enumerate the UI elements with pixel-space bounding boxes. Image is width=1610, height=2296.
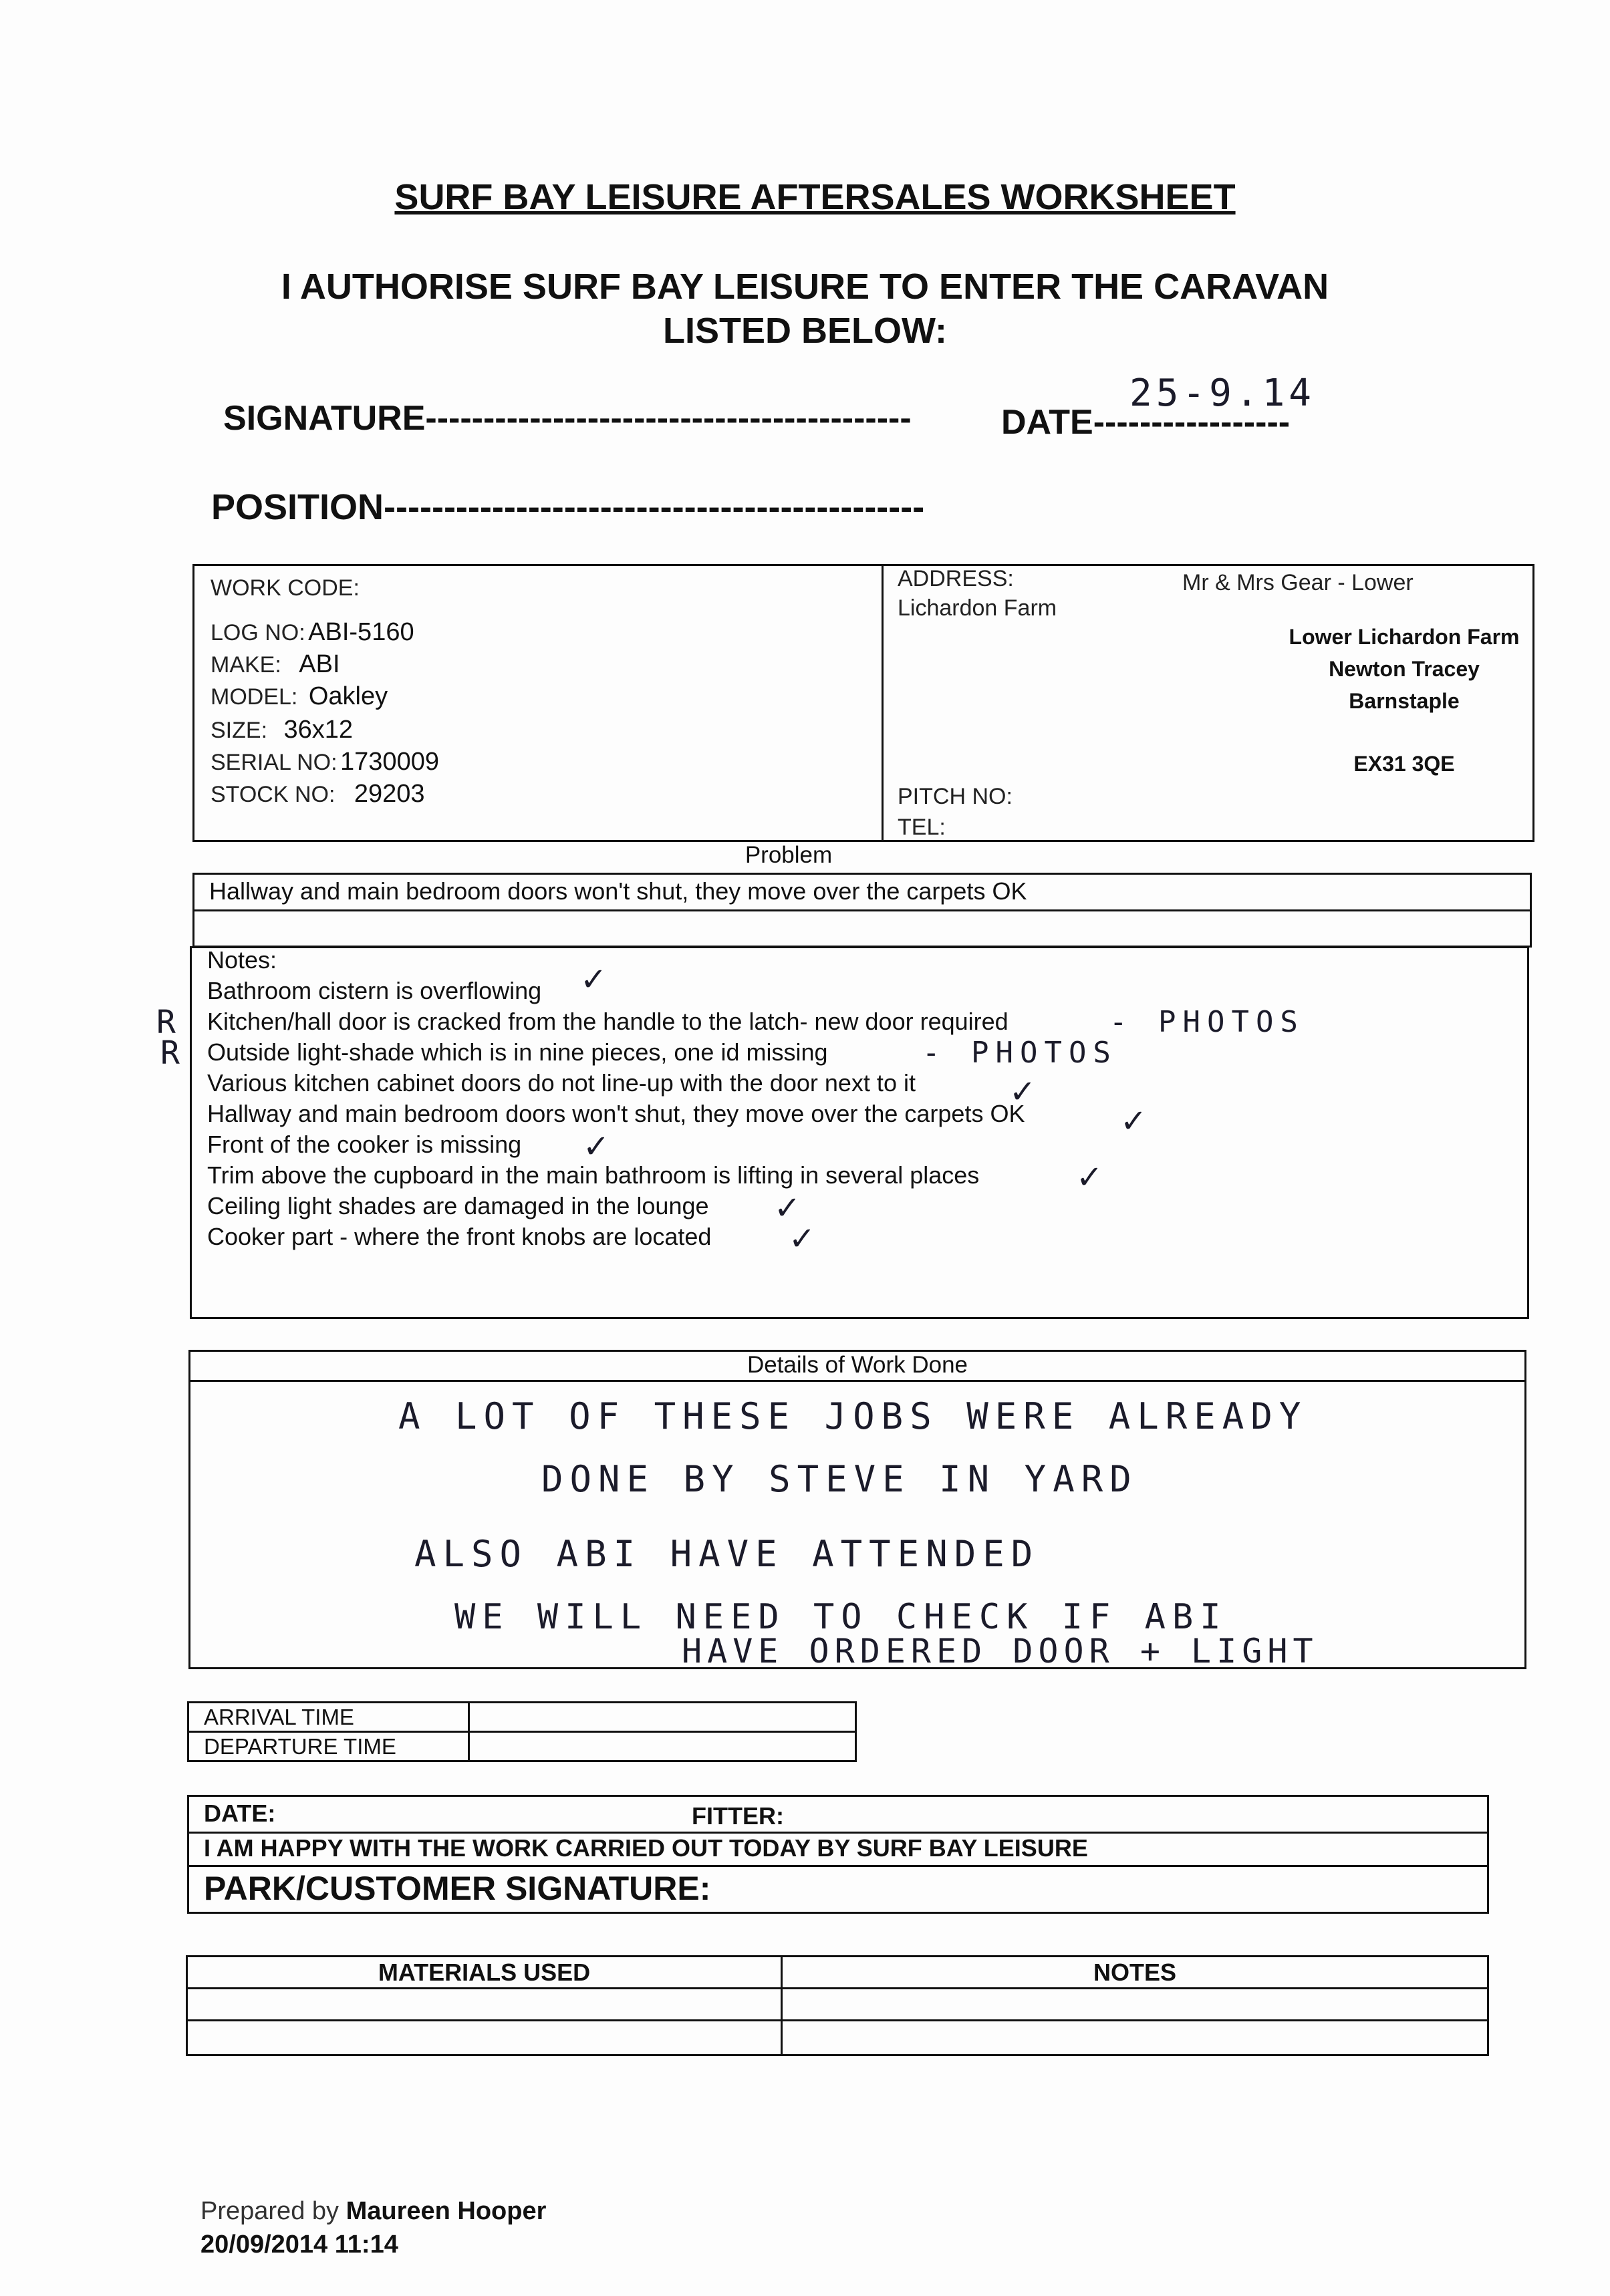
- departure-time-label: DEPARTURE TIME: [188, 1732, 469, 1761]
- serial-no-row: [211, 748, 439, 776]
- signoff-fitter-label: FITTER:: [692, 1802, 784, 1830]
- problem-text: Hallway and main bedroom doors won't shut, they move over the carpets OK: [209, 877, 1027, 905]
- make-label: MAKE:: [211, 652, 281, 678]
- note-item-9: Cooker part - where the front knobs are located: [207, 1223, 712, 1250]
- note-item-6: Front of the cooker is missing: [207, 1131, 522, 1158]
- note-item-8: Ceiling light shades are damaged in the lounge: [207, 1192, 709, 1219]
- work-done-line-3: ALSO ABI HAVE ATTENDED: [414, 1533, 1040, 1575]
- address-line-3: Barnstaple: [1349, 689, 1460, 713]
- note-item-3: Outside light-shade which is in nine pieces, one id missing: [207, 1038, 828, 1066]
- arrival-time-field[interactable]: [469, 1703, 856, 1732]
- model-label: MODEL:: [211, 684, 298, 710]
- notes-cell[interactable]: [782, 2021, 1488, 2055]
- work-done-line-2: DONE BY STEVE IN YARD: [541, 1458, 1138, 1500]
- note-item-7: Trim above the cupboard in the main bathroom is lifting in several places: [207, 1161, 980, 1189]
- log-no-label: LOG NO:: [211, 620, 305, 645]
- check-mark-icon: ✓: [580, 961, 608, 998]
- check-mark-icon: ✓: [1076, 1159, 1103, 1196]
- log-no-value: ABI-5160: [308, 618, 414, 646]
- signoff-box: [187, 1795, 1489, 1914]
- arrival-time-label: ARRIVAL TIME: [188, 1703, 469, 1732]
- problem-divider: [194, 909, 1530, 911]
- note-item-2: Kitchen/hall door is cracked from the handle to the latch- new door required: [207, 1008, 1009, 1035]
- worksheet-title: SURF BAY LEISURE AFTERSALES WORKSHEET: [394, 177, 1236, 217]
- tel-label: TEL:: [898, 815, 946, 840]
- position-line[interactable]: POSITION---------------------------------------------: [211, 487, 925, 527]
- work-done-line-5: HAVE ORDERED DOOR + LIGHT: [682, 1632, 1319, 1671]
- customer-signature-label[interactable]: PARK/CUSTOMER SIGNATURE:: [204, 1870, 711, 1907]
- make-row: [211, 650, 340, 679]
- log-no-row: [211, 618, 414, 647]
- address-line-2: Newton Tracey: [1329, 657, 1480, 681]
- signoff-divider-2: [189, 1865, 1487, 1867]
- size-row: [211, 716, 353, 744]
- check-mark-icon: ✓: [774, 1189, 801, 1227]
- note-item-1: Bathroom cistern is overflowing: [207, 977, 542, 1004]
- notes-cell[interactable]: [782, 1989, 1488, 2021]
- serial-no-value: 1730009: [340, 748, 439, 776]
- signoff-date-label: DATE:: [204, 1800, 276, 1827]
- notes-label: Notes:: [207, 946, 277, 974]
- notes-header: NOTES: [782, 1957, 1488, 1989]
- signoff-divider-1: [189, 1832, 1487, 1834]
- check-mark-icon: ✓: [1009, 1073, 1037, 1111]
- photos-annotation-1: - PHOTOS: [1109, 1005, 1305, 1039]
- box-divider: [882, 566, 884, 840]
- prepared-timestamp: 20/09/2014 11:14: [200, 2231, 398, 2259]
- unit-details-box: [192, 564, 1534, 842]
- address-postcode: EX31 3QE: [1353, 752, 1455, 776]
- address-name-line: Mr & Mrs Gear - Lower: [1182, 570, 1414, 595]
- work-done-line-1: A LOT OF THESE JOBS WERE ALREADY: [398, 1395, 1308, 1437]
- materials-table: [186, 1955, 1489, 2056]
- authorise-line-2: LISTED BELOW:: [663, 311, 947, 351]
- signature-line[interactable]: SIGNATURE------------------------------------------: [223, 399, 912, 438]
- date-line[interactable]: DATE-----------------: [1001, 403, 1291, 442]
- stock-no-value: 29203: [354, 780, 425, 808]
- prepared-by: [200, 2197, 546, 2226]
- work-code-label: WORK CODE:: [211, 575, 360, 601]
- problem-heading: Problem: [745, 842, 833, 868]
- check-mark-icon: ✓: [789, 1220, 816, 1258]
- materials-cell[interactable]: [187, 1989, 782, 2021]
- prepared-by-name: Maureen Hooper: [346, 2197, 547, 2225]
- check-mark-icon: ✓: [583, 1128, 610, 1165]
- problem-box: [192, 873, 1532, 948]
- prepared-by-label: Prepared by: [200, 2197, 340, 2225]
- pitch-no-label: PITCH NO:: [898, 784, 1013, 809]
- address-label: ADDRESS:: [898, 566, 1014, 591]
- date-handwritten: 25-9.14: [1129, 372, 1316, 415]
- happy-statement: I AM HAPPY WITH THE WORK CARRIED OUT TODAY BY SURF BAY LEISURE: [204, 1834, 1088, 1862]
- note-item-4: Various kitchen cabinet doors do not line-up with the door next to it: [207, 1069, 916, 1097]
- margin-mark-2: R: [160, 1034, 180, 1072]
- stock-no-label: STOCK NO:: [211, 782, 336, 807]
- work-done-divider: [190, 1380, 1524, 1382]
- address-name-line-2: Lichardon Farm: [898, 595, 1057, 621]
- times-table: [187, 1701, 857, 1762]
- work-done-line-4: WE WILL NEED TO CHECK IF ABI: [454, 1597, 1228, 1637]
- size-value: 36x12: [283, 716, 354, 744]
- margin-mark-1: R: [156, 1004, 176, 1041]
- check-mark-icon: ✓: [1120, 1103, 1148, 1140]
- model-row: [211, 682, 388, 711]
- photos-annotation-2: - PHOTOS: [922, 1036, 1117, 1070]
- authorise-line-1: I AUTHORISE SURF BAY LEISURE TO ENTER THE CARAVAN: [281, 267, 1329, 307]
- note-item-5: Hallway and main bedroom doors won't shut, they move over the carpets OK: [207, 1100, 1025, 1127]
- make-value: ABI: [299, 650, 340, 678]
- work-done-heading: Details of Work Done: [747, 1352, 968, 1378]
- departure-time-field[interactable]: [469, 1732, 856, 1761]
- materials-cell[interactable]: [187, 2021, 782, 2055]
- serial-no-label: SERIAL NO:: [211, 750, 338, 775]
- size-label: SIZE:: [211, 718, 268, 743]
- materials-used-header: MATERIALS USED: [187, 1957, 782, 1989]
- address-line-1: Lower Lichardon Farm: [1289, 625, 1520, 649]
- stock-no-row: [211, 780, 425, 809]
- model-value: Oakley: [308, 682, 388, 710]
